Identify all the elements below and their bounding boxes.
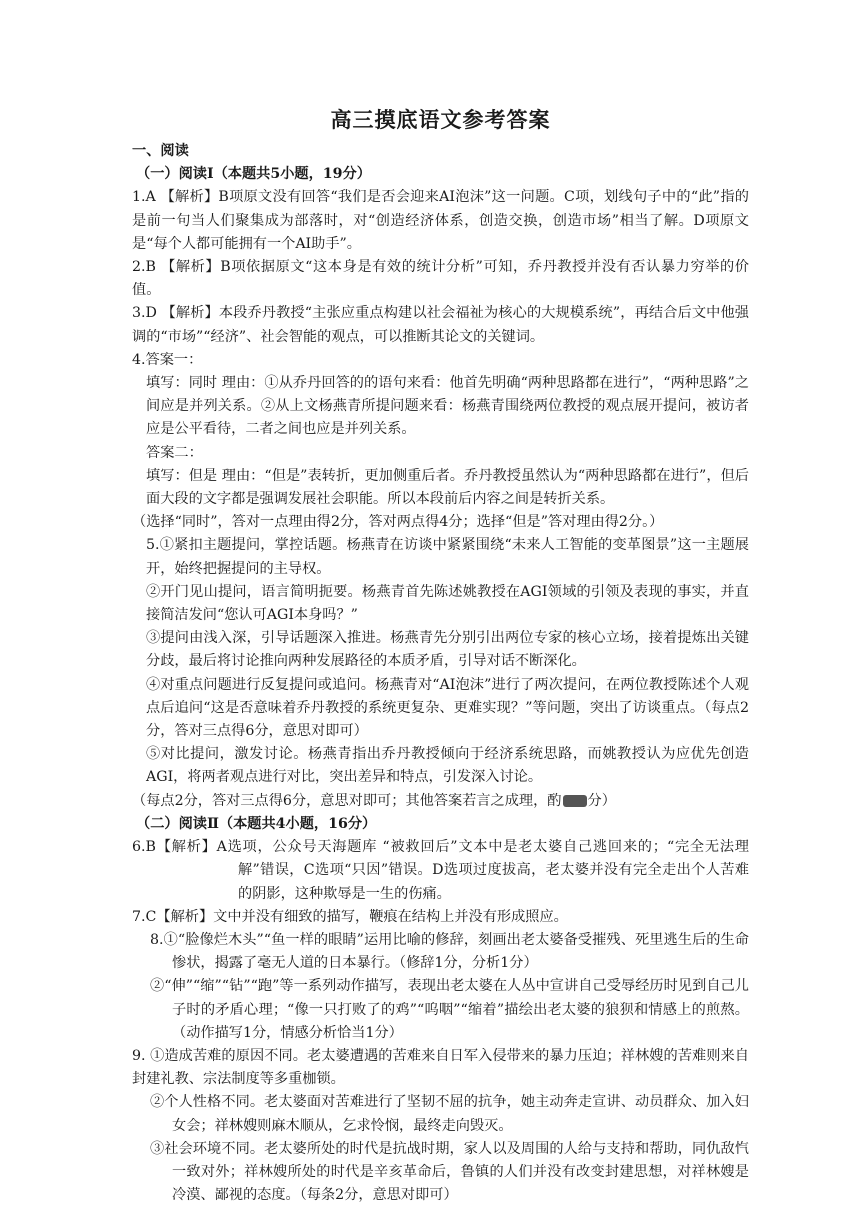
answer-q4-option2-heading: 答案二：: [146, 444, 203, 461]
subsection-heading-reading-1: （一）阅读Ⅰ（本题共5小题，19分）: [136, 166, 371, 183]
answer-q2: 2.B 【解析】B项依据原文“这本身是有效的统计分析”可知，乔丹教授并没有否认暴力穷举的价值。: [132, 259, 749, 299]
answer-q5-scoring-note-text: （每点2分，答对三点得6分，意思对即可；其他答案若言之成理，酌: [132, 792, 562, 809]
page-title: 高三摸底语文参考答案: [330, 107, 551, 132]
ink-smudge: [563, 795, 587, 807]
answer-q9-point1: 9. ①造成苦难的原因不同。老太婆遭遇的苦难来自日军入侵带来的暴力压迫；祥林嫂的苦难则来自封建礼教、宗法制度等多重枷锁。: [132, 1047, 749, 1088]
answer-q1: 1.A 【解析】B项原文没有回答“我们是否会迎来AI泡沫”这一问题。C项，划线句子中的“此”指的是前一句当人们聚集成为部落时，对“创造经济体系，创造交换，创造市场”相当了解。D项原文是“每个人都可能拥有一个AI助手”。: [132, 189, 749, 252]
answer-q5-point4: ④对重点问题进行反复提问或追问。杨燕青对“AI泡沫”进行了两次提问，在两位教授陈述个人观点后追问“这是否意味着乔丹教授的系统更复杂、更难实现？”等问题，突出了访谈重点。（每点2分，答对三点得6分，意思对即可）: [146, 676, 749, 740]
answer-q4-option1: 填写：同时 理由：①从乔丹回答的的语句来看：他首先明确“两种思路都在进行”，“两种思路”之间应是并列关系。②从上文杨燕青所提问题来看：杨燕青围绕两位教授的观点展开提问，被访者应是公平看待，二者之间也应是并列关系。: [146, 375, 749, 438]
answer-q8-point1-text: 8.①“脸像烂木头”“鱼一样的眼睛”运用比喻的修辞，刻画出老太婆备受摧残、死里逃生后的生命惨状，揭露了毫无人道的日本暴行。（修辞1分，分析1分）: [150, 931, 749, 972]
answer-q5-point5: ⑤对比提问，激发讨论。杨燕青指出乔丹教授倾向于经济系统思路，而姚教授认为应优先创造AGI，将两者观点进行对比，突出差异和特点，引发深入讨论。: [146, 746, 749, 786]
answer-q4-scoring-note: （选择“同时”，答对一点理由得2分，答对两点得4分；选择“但是”答对理由得2分。）: [132, 514, 664, 531]
answer-q3: 3.D 【解析】本段乔丹教授“主张应重点构建以社会福祉为核心的大规模系统”，再结合后文中他强调的“市场”“经济”、社会智能的观点，可以推断其论文的关键词。: [132, 305, 749, 345]
answer-q4-option2: 填写：但是 理由：“但是”表转折，更加侧重后者。乔丹教授虽然认为“两种思路都在进行”，但后面大段的文字都是强调发展社会职能。所以本段前后内容之间是转折关系。: [146, 467, 749, 508]
answer-q8-point2: ②“伸”“缩”“钻”“跑”等一系列动作描写，表现出老太婆在人丛中宣讲自己受辱经历时见到自己儿子时的矛盾心理；“像一只打败了的鸡”“呜咽”“缩着”描绘出老太婆的狼狈和情感上的煎熬。（动作描写1分，情感分析恰当1分）: [150, 978, 749, 1041]
answer-q5-scoring-note-end: 分）: [587, 792, 616, 809]
answer-q5-scoring-note: [132, 790, 749, 813]
answer-q5-point3: ③提问由浅入深，引导话题深入推进。杨燕青先分别引出两位专家的核心立场，接着提炼出关键分歧，最后将讨论推向两种发展路径的本质矛盾，引导对话不断深化。: [146, 630, 749, 670]
answer-q4-heading: 4.答案一：: [132, 351, 203, 368]
subsection-heading-reading-2: （二）阅读Ⅱ（本题共4小题，16分）: [136, 815, 377, 832]
section-heading-reading: 一、阅读: [132, 143, 189, 159]
answer-q6: 6.B【解析】A选项，公众号天海题库 “被救回后”文本中是老太婆自己逃回来的；“完全无法理解”错误，C选项“只因”错误。D选项过度拔高，老太婆并没有完全走出个人苦难的阴影，这种欺辱是一生的伤痛。: [132, 839, 749, 902]
answer-q5-point2: ②开门见山提问，语言简明扼要。杨燕青首先陈述姚教授在AGI领域的引领及表现的事实，并直接简洁发问“您认可AGI本身吗？”: [146, 583, 749, 624]
answer-q8-point1: [132, 929, 749, 975]
answer-q9-point3: ③社会环境不同。老太婆所处的时代是抗战时期，家人以及周围的人给与支持和帮助，同仇敌忾一致对外；祥林嫂所处的时代是辛亥革命后，鲁镇的人们并没有改变封建思想，对祥林嫂是冷漠、鄙视的态度。（每条2分，意思对即可）: [150, 1140, 749, 1204]
answer-q5-point1: 5.①紧扣主题提问，掌控话题。杨燕青在访谈中紧紧围绕“未来人工智能的变革图景”这一主题展开，始终把握提问的主导权。: [146, 537, 749, 577]
answer-q9-point2: ②个人性格不同。老太婆面对苦难进行了坚韧不屈的抗争，她主动奔走宣讲、动员群众、加入妇女会；祥林嫂则麻木顺从，乞求怜悯，最终走向毁灭。: [150, 1094, 749, 1134]
answer-q7: 7.C【解析】文中并没有细致的描写，鞭痕在结构上并没有形成照应。: [132, 908, 568, 925]
